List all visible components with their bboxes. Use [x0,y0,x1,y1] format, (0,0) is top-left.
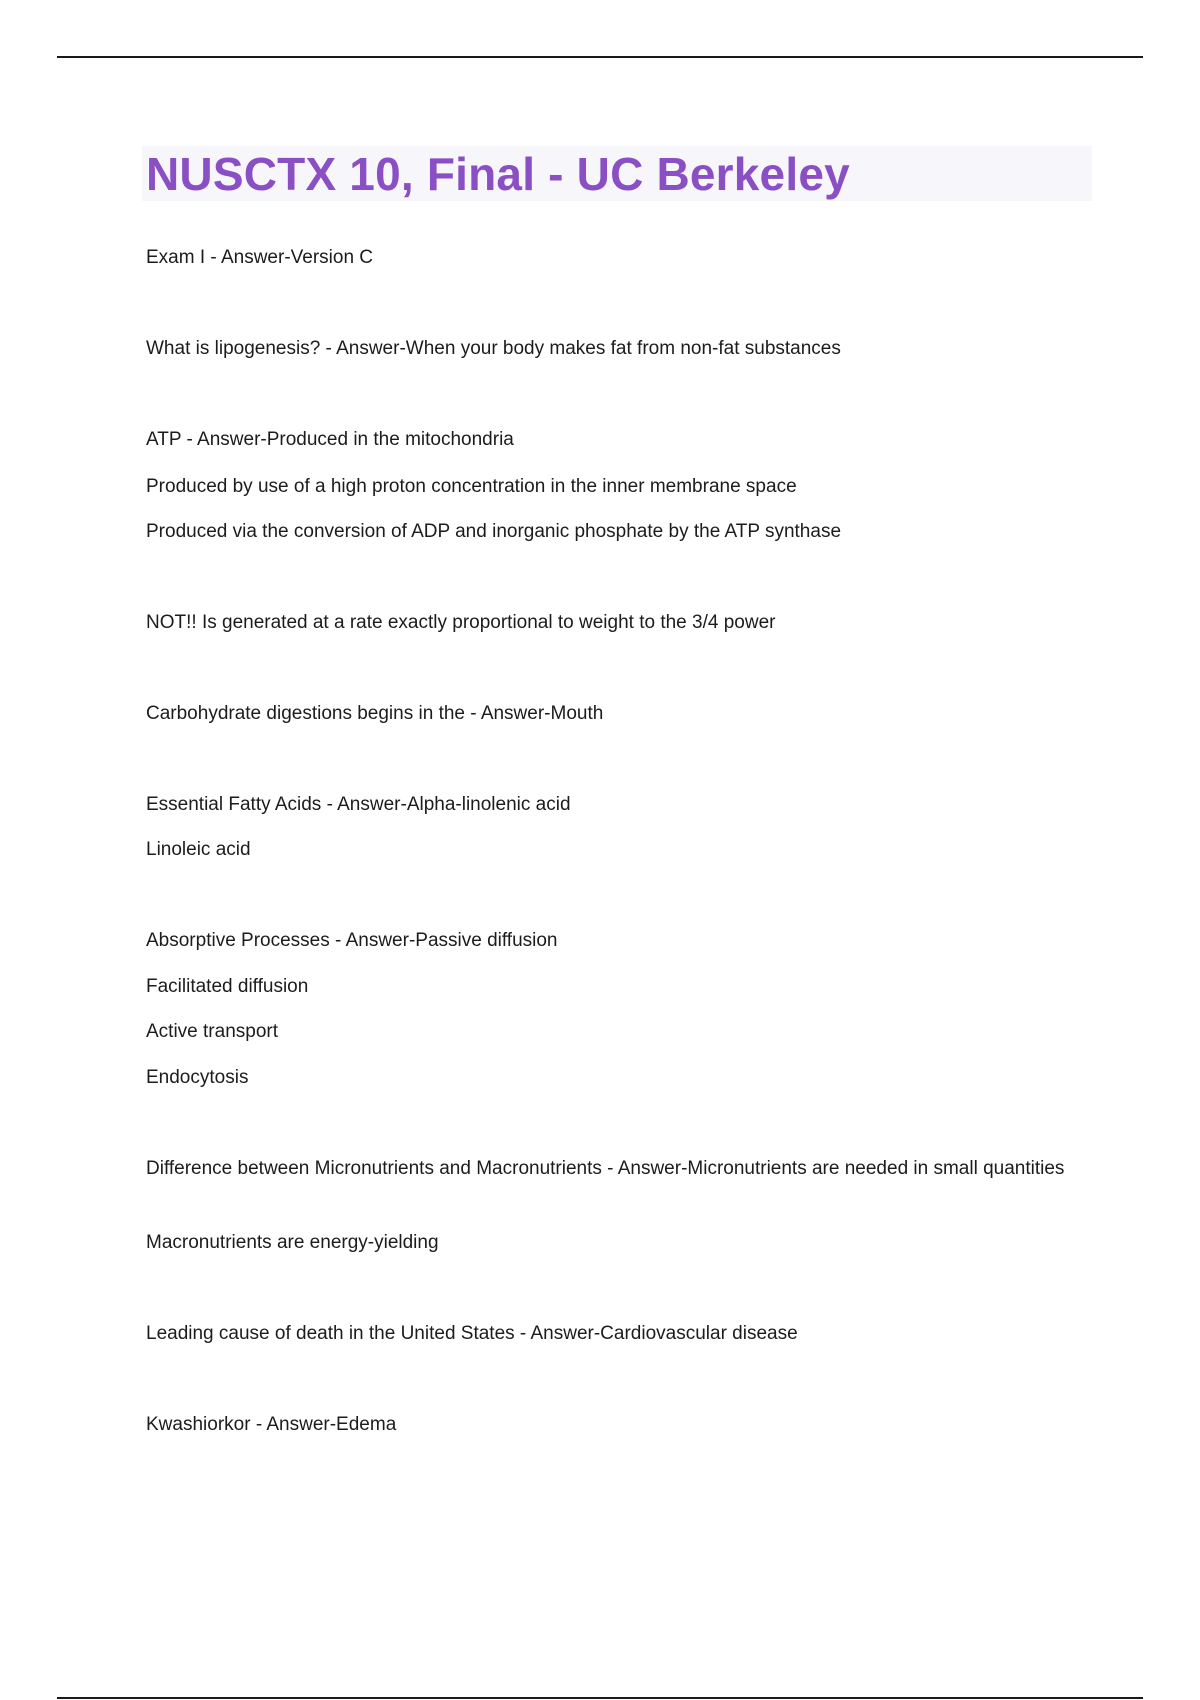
qa-leading-cause-of-death: Leading cause of death in the United States - Answer-Cardiovascular disease [146,1323,798,1344]
qa-atp-not: NOT!! Is generated at a rate exactly proportional to weight to the 3/4 power [146,612,776,633]
qa-micro-macro-nutrients: Difference between Micronutrients and Macronutrients - Answer-Micronutrients are needed in small quantities [146,1158,1065,1179]
qa-atp-detail-2: Produced via the conversion of ADP and inorganic phosphate by the ATP synthase [146,521,842,542]
qa-micro-macro-detail: Macronutrients are energy-yielding [146,1232,439,1253]
qa-absorptive-detail-3: Endocytosis [146,1067,249,1088]
qa-absorptive-detail-2: Active transport [146,1021,278,1042]
top-rule [57,56,1143,58]
bottom-rule [57,1697,1143,1699]
qa-essential-fatty-acids: Essential Fatty Acids - Answer-Alpha-linolenic acid [146,794,571,815]
exam-version-line: Exam I - Answer-Version C [146,247,374,268]
qa-carbohydrate-digestion: Carbohydrate digestions begins in the - Answer-Mouth [146,703,604,724]
qa-lipogenesis: What is lipogenesis? - Answer-When your body makes fat from non-fat substances [146,338,841,359]
qa-kwashiorkor: Kwashiorkor - Answer-Edema [146,1414,397,1435]
qa-essential-fatty-acids-detail: Linoleic acid [146,839,251,860]
qa-atp-detail-1: Produced by use of a high proton concentration in the inner membrane space [146,476,797,497]
qa-atp: ATP - Answer-Produced in the mitochondria [146,429,514,450]
qa-absorptive-detail-1: Facilitated diffusion [146,976,309,997]
document-title: NUSCTX 10, Final - UC Berkeley [146,148,850,200]
qa-absorptive-processes: Absorptive Processes - Answer-Passive diffusion [146,930,558,951]
